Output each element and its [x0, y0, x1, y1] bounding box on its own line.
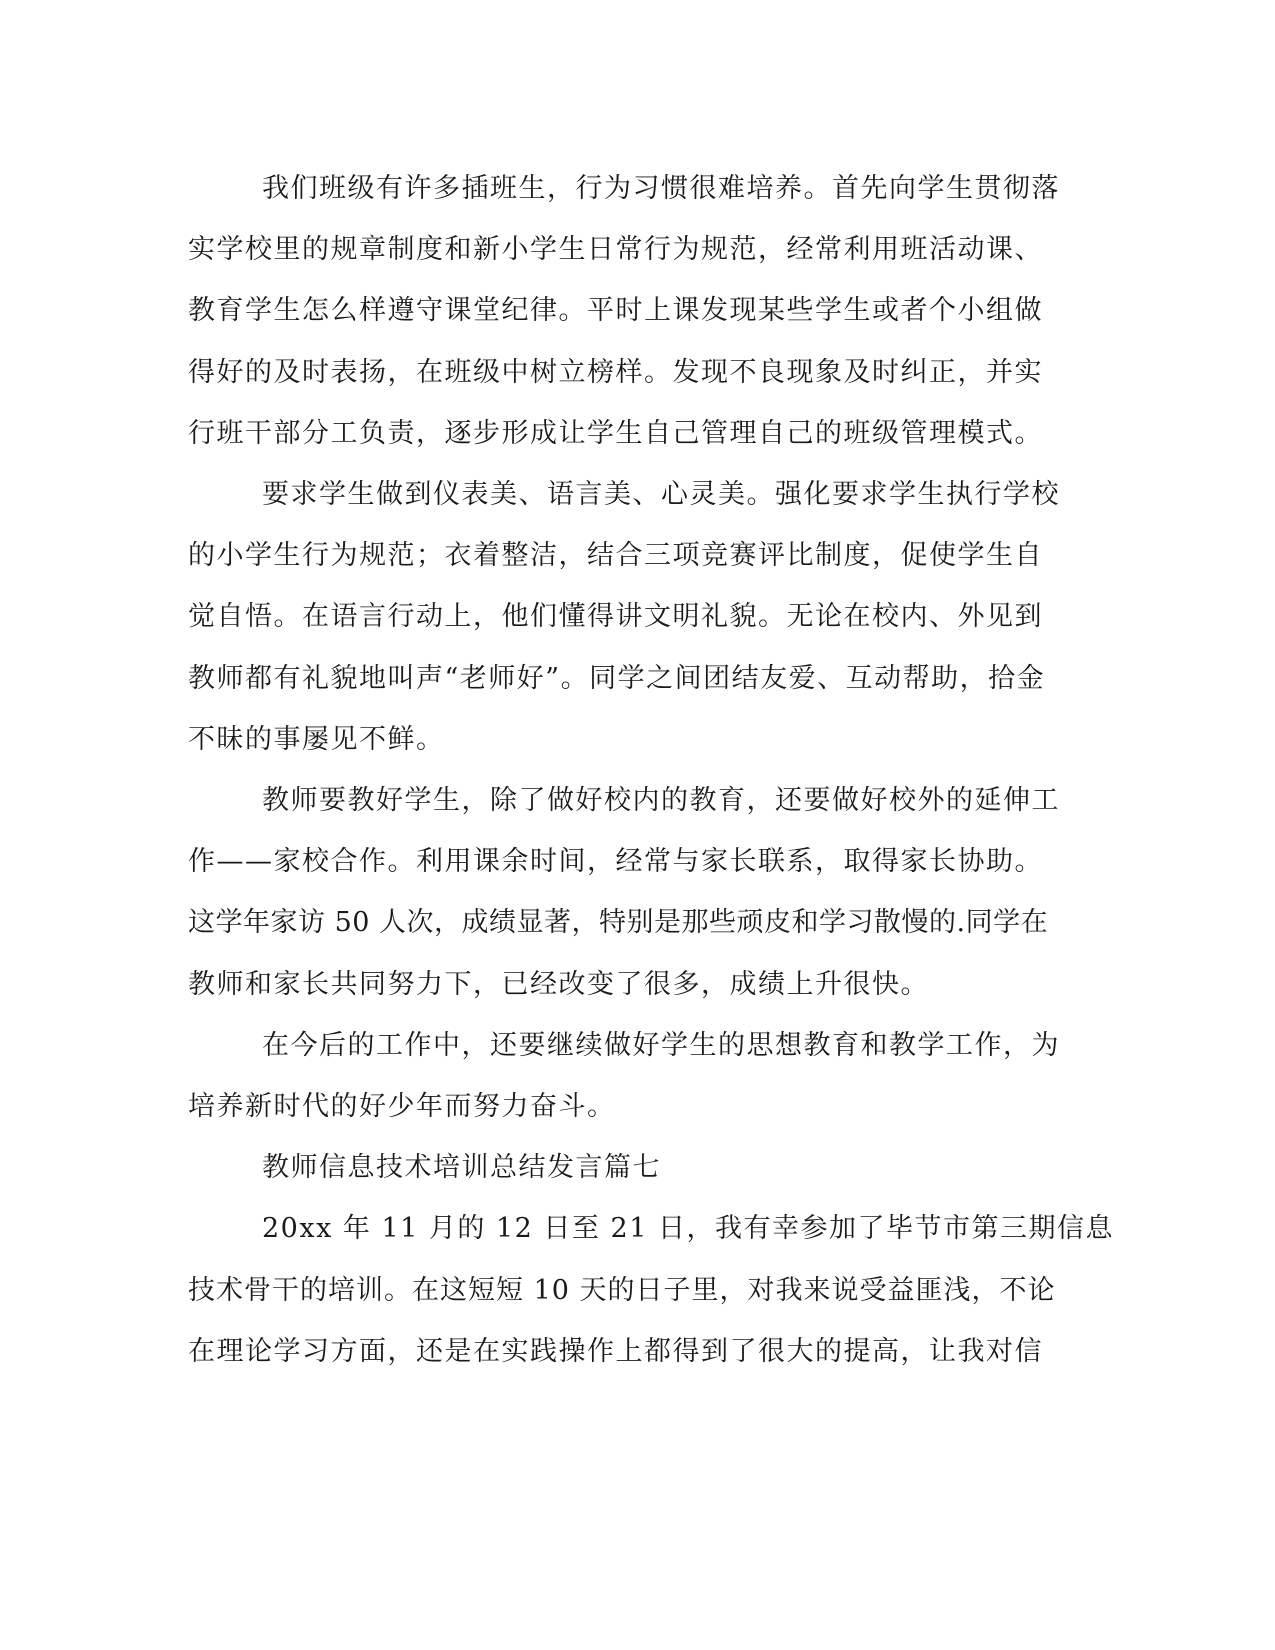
- text-line: 这学年家访 50 人次，成绩显著，特别是那些顽皮和学习散慢的.同学在: [188, 907, 1049, 939]
- text-line: 不昧的事屡见不鲜。: [188, 723, 445, 755]
- paragraph-student-manners: [188, 464, 1073, 770]
- text-line: 教师要教好学生，除了做好校内的教育，还要做好校外的延伸工: [262, 785, 1060, 817]
- paragraph-training-intro: [188, 1198, 1114, 1382]
- text-line: 行班干部分工负责，逐步形成让学生自己管理自己的班级管理模式。: [188, 417, 1043, 449]
- text-line: 20xx 年 11 月的 12 日至 21 日，我有幸参加了毕节市第三期信息: [262, 1213, 1114, 1245]
- text-line: 在今后的工作中，还要继续做好学生的思想教育和教学工作，为: [262, 1029, 1060, 1061]
- text-line: 作——家校合作。利用课余时间，经常与家长联系，取得家长协助。: [188, 846, 1043, 878]
- document-body: [188, 158, 1114, 1382]
- text-line: 培养新时代的好少年而努力奋斗。: [188, 1091, 616, 1123]
- text-line: 教育学生怎么样遵守课堂纪律。平时上课发现某些学生或者个小组做: [188, 295, 1043, 327]
- paragraph-future-work: [188, 1015, 1073, 1137]
- text-line: 的小学生行为规范；衣着整洁，结合三项竞赛评比制度，促使学生自: [188, 540, 1043, 572]
- text-line: 在理论学习方面，还是在实践操作上都得到了很大的提高，让我对信: [188, 1335, 1043, 1367]
- text-line: 要求学生做到仪表美、语言美、心灵美。强化要求学生执行学校: [262, 479, 1060, 511]
- text-line: 教师和家长共同努力下，已经改变了很多，成绩上升很快。: [188, 968, 929, 1000]
- text-line: 教师都有礼貌地叫声“老师好”。同学之间团结友爱、互动帮助，拾金: [188, 662, 1046, 694]
- paragraph-class-discipline: [188, 158, 1073, 464]
- section-heading: 教师信息技术培训总结发言篇七: [262, 1152, 661, 1184]
- text-line: 得好的及时表扬，在班级中树立榜样。发现不良现象及时纠正，并实: [188, 356, 1043, 388]
- text-line: 实学校里的规章制度和新小学生日常行为规范，经常利用班活动课、: [188, 234, 1043, 266]
- paragraph-home-school-cooperation: [188, 770, 1073, 1015]
- text-line: 觉自悟。在语言行动上，他们懂得讲文明礼貌。无论在校内、外见到: [188, 601, 1043, 633]
- text-line: 技术骨干的培训。在这短短 10 天的日子里，对我来说受益匪浅，不论: [188, 1274, 1056, 1306]
- text-line: 我们班级有许多插班生，行为习惯很难培养。首先向学生贯彻落: [262, 173, 1060, 204]
